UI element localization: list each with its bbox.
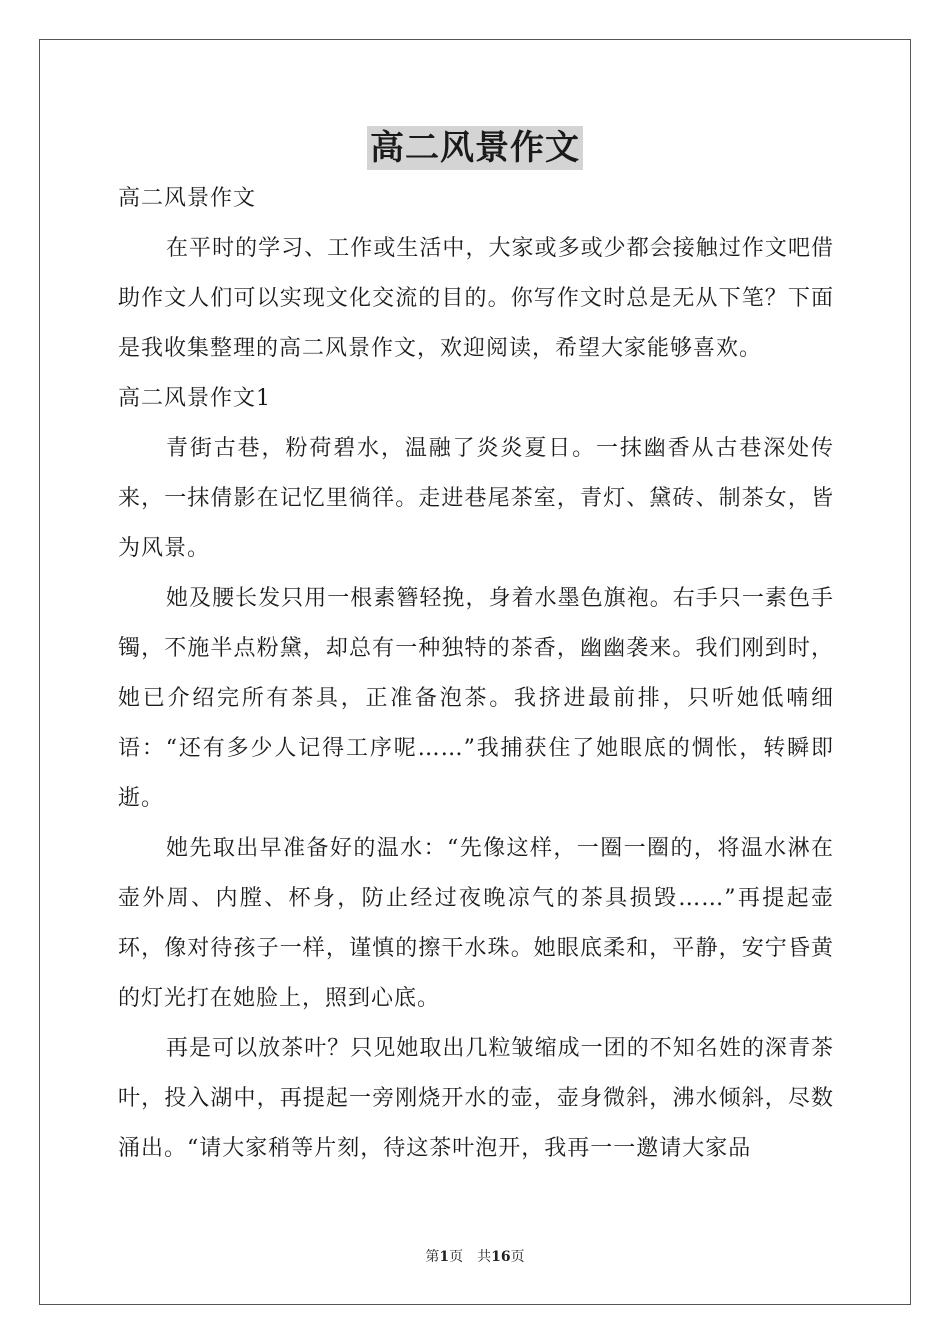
- footer-mid: 页 共: [449, 1249, 492, 1265]
- section-heading: 高二风景作文: [118, 186, 257, 211]
- body-paragraph: 再是可以放茶叶？只见她取出几粒皱缩成一团的不知名姓的深青茶叶，投入湖中，再提起一旁刚烧开水的壶，壶身微斜，沸水倾斜，尽数涌出。“请大家稍等片刻，待这茶叶泡开，我再一一邀请大家品: [118, 1036, 834, 1161]
- document-title: 高二风景作文: [367, 126, 583, 170]
- page-footer: [0, 1247, 950, 1267]
- body-paragraph: 青街古巷，粉荷碧水，温融了炎炎夏日。一抹幽香从古巷深处传来，一抹倩影在记忆里徜徉。走进巷尾茶室，青灯、黛砖、制茶女，皆为风景。: [118, 436, 834, 561]
- page-current: 1: [439, 1249, 450, 1265]
- body-paragraph: 在平时的学习、工作或生活中，大家或多或少都会接触过作文吧借助作文人们可以实现文化交流的目的。你写作文时总是无从下笔？下面是我收集整理的高二风景作文，欢迎阅读，希望大家能够喜欢。: [118, 236, 834, 361]
- footer-prefix: 第: [425, 1249, 440, 1265]
- body-paragraph: 她先取出早准备好的温水：“先像这样，一圈一圈的，将温水淋在壶外周、内膛、杯身，防止经过夜晚凉气的茶具损毁……”再提起壶环，像对待孩子一样，谨慎的擦干水珠。她眼底柔和，平静，安宁昏黄的灯光打在她脸上，照到心底。: [118, 836, 834, 1011]
- footer-suffix: 页: [510, 1249, 525, 1265]
- document-body: [118, 174, 834, 1174]
- title-wrapper: [0, 126, 950, 170]
- page-total: 16: [491, 1249, 511, 1265]
- section-heading: 高二风景作文1: [118, 386, 271, 411]
- body-paragraph: 她及腰长发只用一根素簪轻挽，身着水墨色旗袍。右手只一素色手镯，不施半点粉黛，却总有一种独特的茶香，幽幽袭来。我们刚到时，她已介绍完所有茶具，正准备泡茶。我挤进最前排，只听她低喃细语：“还有多少人记得工序呢……”我捕获住了她眼底的惆怅，转瞬即逝。: [118, 586, 834, 811]
